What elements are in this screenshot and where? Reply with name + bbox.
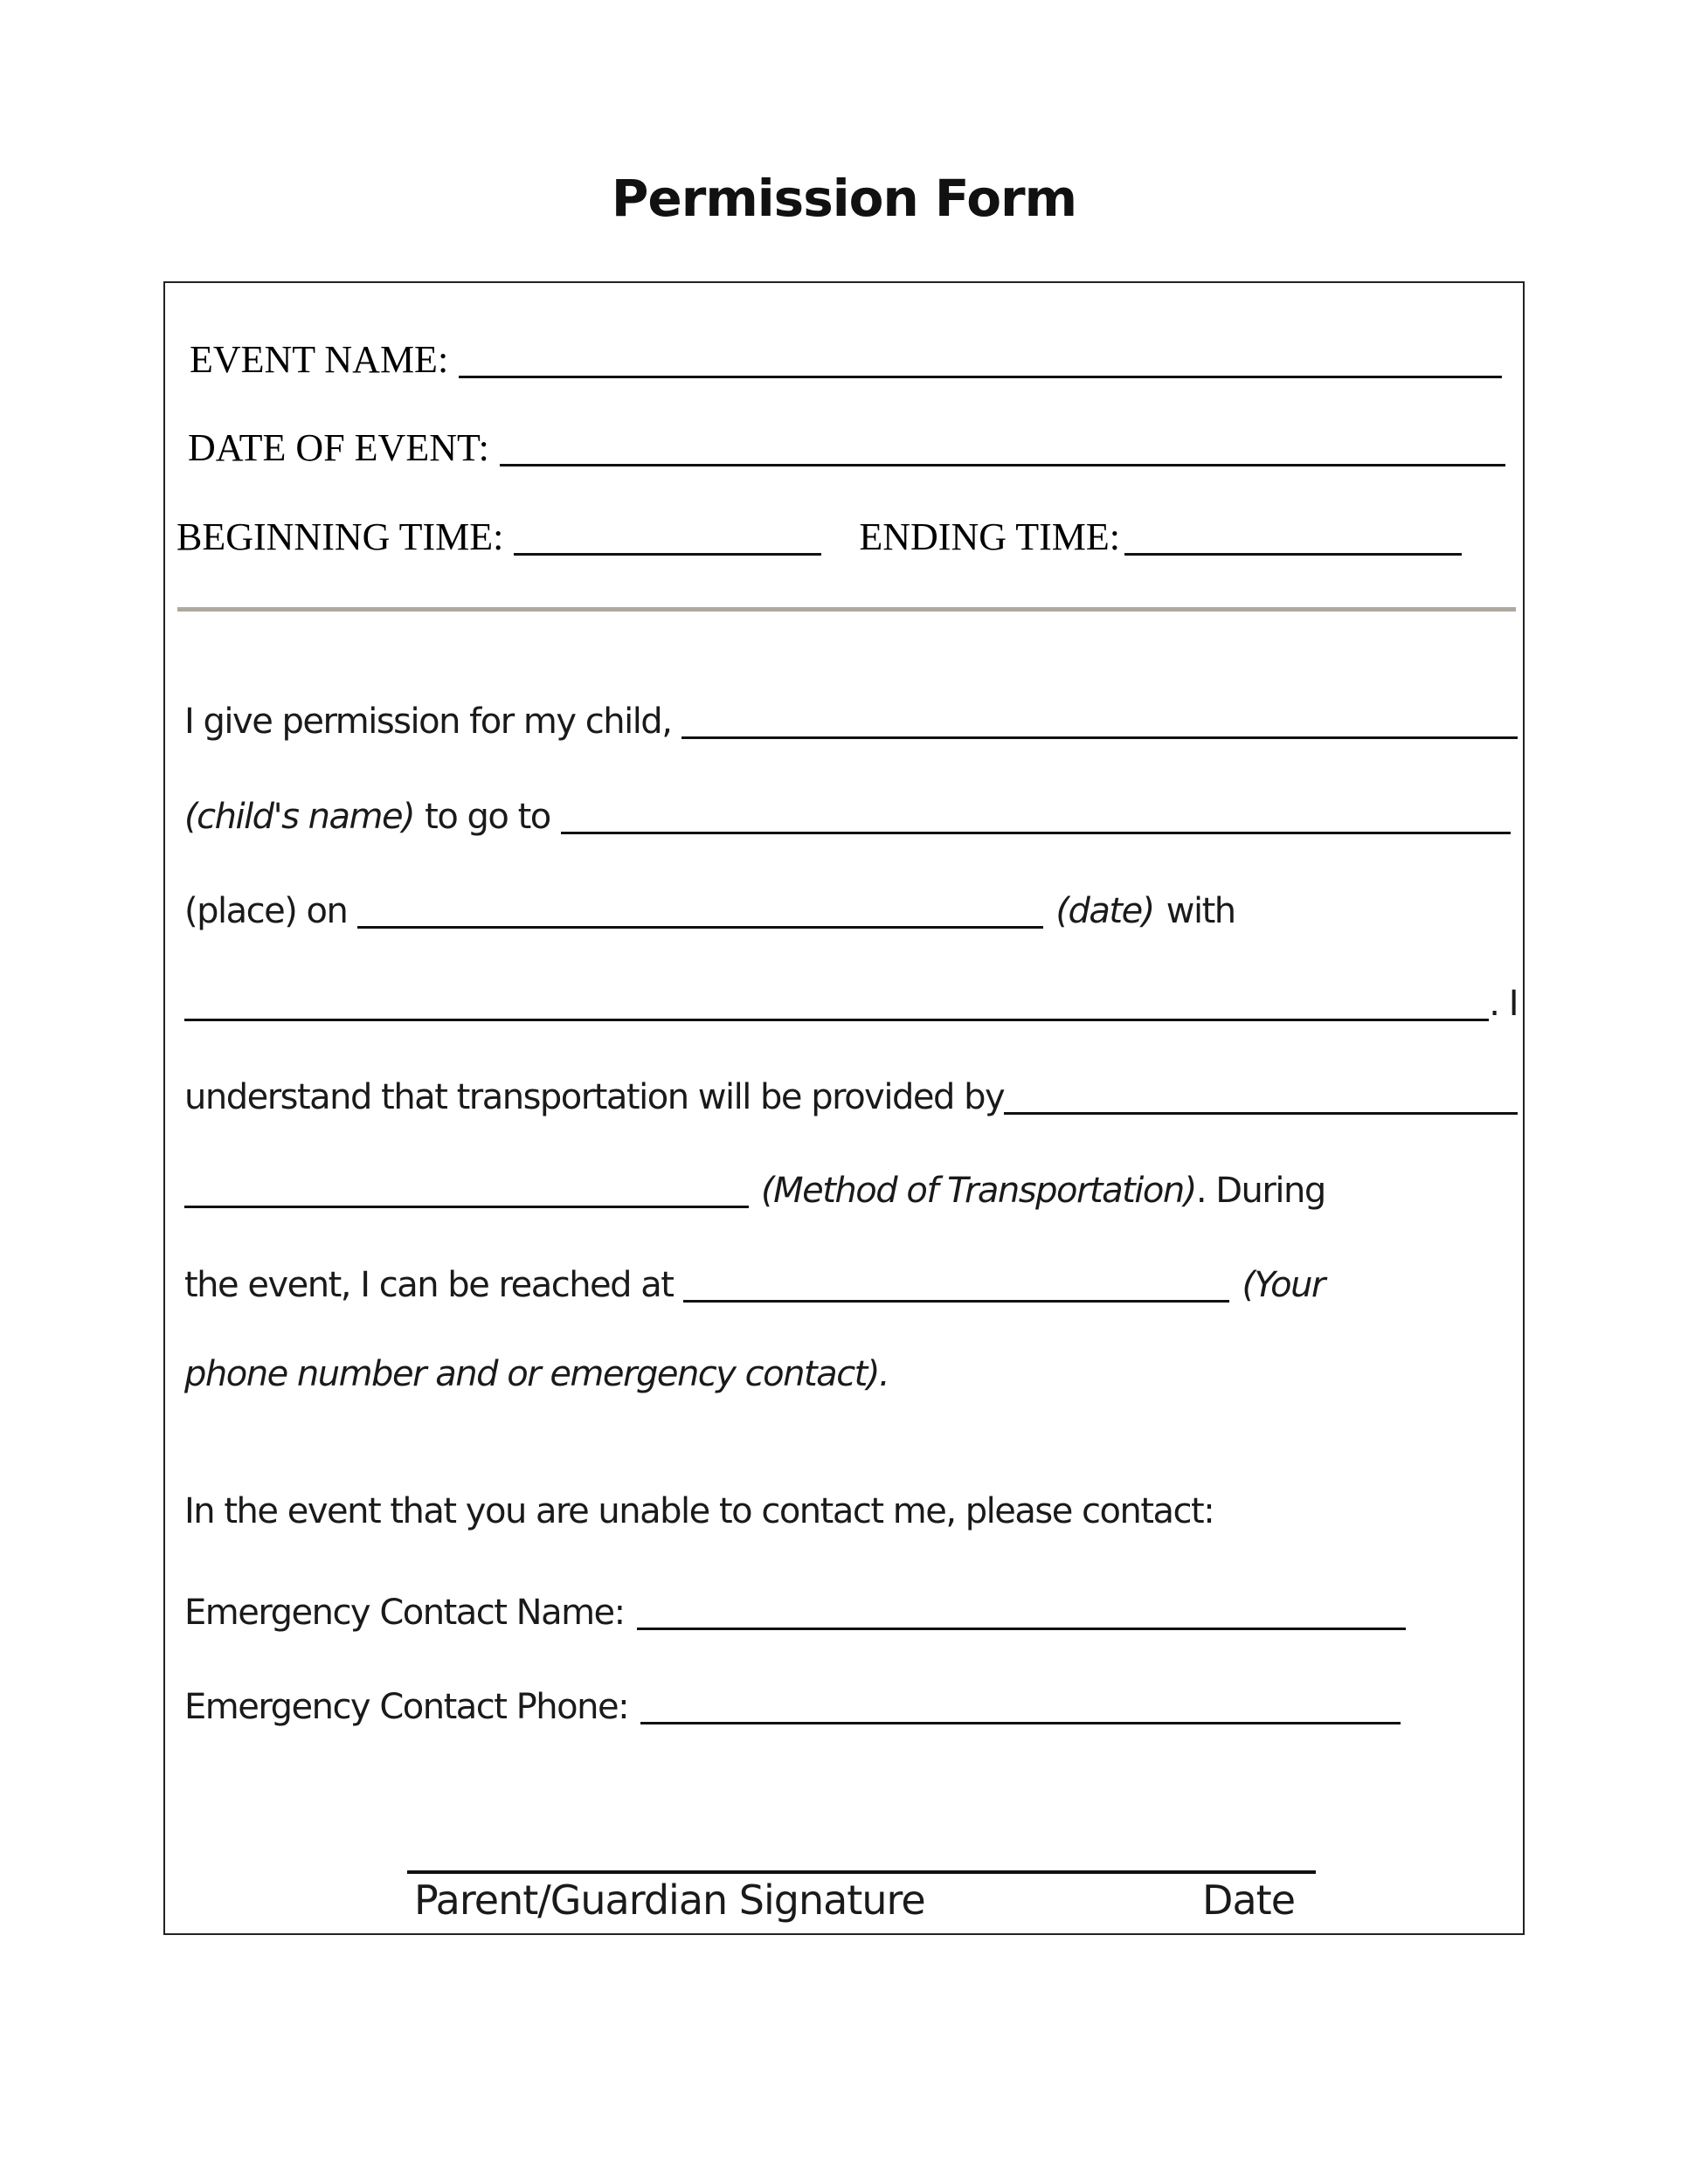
permission-line-2 xyxy=(184,796,1511,838)
permission-line-7 xyxy=(184,1264,1325,1306)
beginning-time-blank[interactable] xyxy=(514,553,821,556)
permission-line-8 xyxy=(184,1353,889,1395)
accompanying-person-blank[interactable] xyxy=(184,1019,1489,1021)
transport-text: understand that transportation will be provided by xyxy=(184,1077,1005,1117)
beginning-time-label: BEGINNING TIME: xyxy=(176,515,504,558)
phone-blank[interactable] xyxy=(683,1300,1229,1303)
ending-time-blank[interactable] xyxy=(1124,553,1462,556)
emergency-intro-text: In the event that you are unable to contact me, please contact: xyxy=(184,1491,1214,1531)
period-i-text: . I xyxy=(1489,984,1518,1024)
permission-line-1-text: I give permission for my child, xyxy=(184,702,672,742)
page-title: Permission Form xyxy=(611,169,1077,228)
emergency-name-label: Emergency Contact Name: xyxy=(184,1593,625,1633)
childs-name-note: (child's name) xyxy=(184,797,415,837)
ending-time-label: ENDING TIME: xyxy=(859,515,1120,558)
place-blank[interactable] xyxy=(561,832,1511,834)
emergency-name-blank[interactable] xyxy=(637,1628,1406,1630)
signature-labels xyxy=(407,1877,1316,1923)
permission-line-4 xyxy=(184,983,1518,1025)
your-note: (Your xyxy=(1242,1265,1325,1305)
date-of-event-row xyxy=(188,426,1505,470)
times-row xyxy=(176,515,1505,559)
permission-line-1 xyxy=(184,701,1518,743)
event-name-row xyxy=(190,338,1502,382)
section-divider xyxy=(177,607,1516,612)
phone-note: phone number and or emergency contact). xyxy=(184,1354,889,1394)
signature-line[interactable] xyxy=(407,1870,1316,1874)
date-of-event-label: DATE OF EVENT: xyxy=(188,426,489,469)
date-label: Date xyxy=(1202,1876,1295,1924)
permission-line-6 xyxy=(184,1170,1325,1212)
transport-blank-2[interactable] xyxy=(184,1206,749,1208)
event-name-label: EVENT NAME: xyxy=(190,338,449,381)
during-text: . During xyxy=(1195,1171,1325,1211)
method-note: (Method of Transportation) xyxy=(761,1171,1196,1211)
form-box xyxy=(163,281,1525,1935)
child-name-blank[interactable] xyxy=(681,736,1518,739)
permission-line-5 xyxy=(184,1076,1518,1118)
permission-line-3 xyxy=(184,890,1235,932)
transport-blank-1[interactable] xyxy=(1004,1112,1518,1115)
signature-label: Parent/Guardian Signature xyxy=(414,1876,925,1924)
reached-text: the event, I can be reached at xyxy=(184,1265,674,1305)
date-blank[interactable] xyxy=(357,926,1043,929)
emergency-phone-label: Emergency Contact Phone: xyxy=(184,1687,629,1727)
date-note: (date) xyxy=(1055,891,1154,931)
to-go-to-text: to go to xyxy=(425,797,550,837)
emergency-name-row xyxy=(184,1592,1406,1634)
with-text: with xyxy=(1166,891,1235,931)
date-of-event-blank[interactable] xyxy=(500,464,1505,467)
place-on-text: (place) on xyxy=(184,891,348,931)
signature-block xyxy=(407,1870,1316,1923)
emergency-phone-row xyxy=(184,1686,1401,1728)
emergency-phone-blank[interactable] xyxy=(640,1722,1401,1724)
event-name-blank[interactable] xyxy=(459,376,1502,378)
emergency-intro-line xyxy=(184,1490,1214,1532)
